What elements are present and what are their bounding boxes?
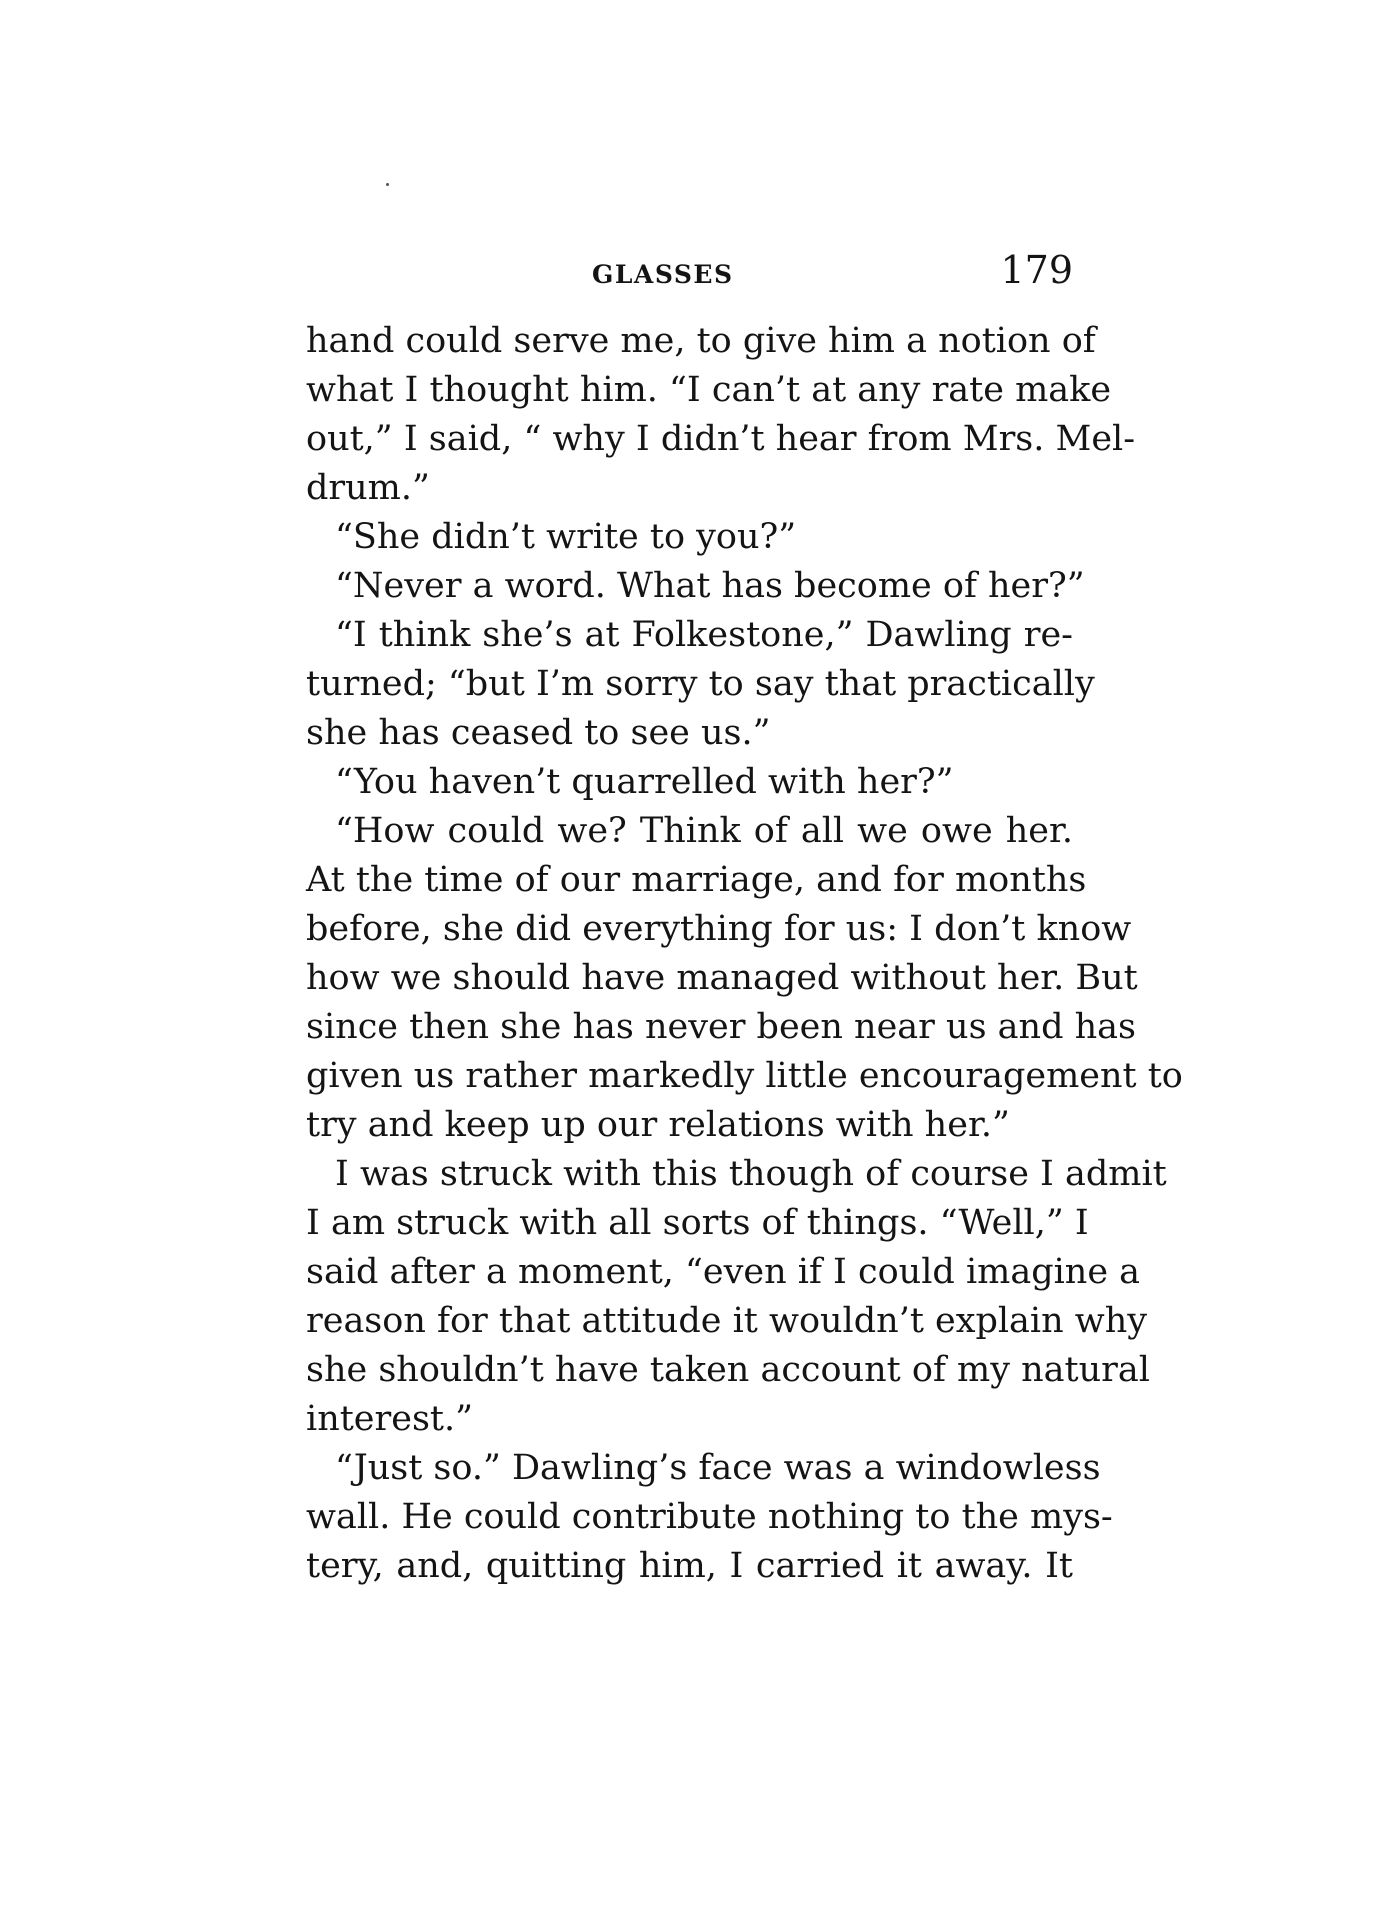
text-line: what I thought him. “I can’t at any rate make: [306, 370, 1112, 410]
text-line: hand could serve me, to give him a notion of: [306, 321, 1096, 361]
text-line: try and keep up our relations with her.”: [306, 1105, 1010, 1145]
body-text: [306, 317, 1183, 1591]
text-line: reason for that attitude it wouldn’t explain why: [306, 1301, 1148, 1341]
text-line: I am struck with all sorts of things. “Well,” I: [306, 1203, 1089, 1243]
text-line: “How could we? Think of all we owe her.: [335, 811, 1073, 851]
text-line: “She didn’t write to you?”: [335, 517, 797, 557]
text-line: said after a moment, “even if I could imagine a: [306, 1252, 1141, 1292]
running-title: GLASSES: [592, 260, 734, 289]
text-line: she has ceased to see us.”: [306, 713, 771, 753]
text-line: out,” I said, “ why I didn’t hear from Mrs. Mel-: [306, 419, 1136, 459]
text-line: given us rather markedly little encouragement to: [306, 1056, 1183, 1096]
text-line: “Never a word. What has become of her?”: [335, 566, 1085, 606]
text-line: I was struck with this though of course I admit: [335, 1154, 1167, 1194]
text-line: “You haven’t quarrelled with her?”: [335, 762, 954, 802]
text-line: wall. He could contribute nothing to the mys-: [306, 1497, 1113, 1537]
text-line: she shouldn’t have taken account of my natural: [306, 1350, 1150, 1390]
text-line: since then she has never been near us and has: [306, 1007, 1136, 1047]
running-head: [306, 246, 1073, 296]
text-line: turned; “but I’m sorry to say that practically: [306, 664, 1095, 704]
text-line: drum.”: [306, 468, 430, 508]
text-line: how we should have managed without her. But: [306, 958, 1138, 998]
text-line: before, she did everything for us: I don’t know: [306, 909, 1132, 949]
text-line: “Just so.” Dawling’s face was a windowless: [335, 1448, 1101, 1488]
page-number: 179: [1000, 248, 1073, 292]
text-line: interest.”: [306, 1399, 474, 1439]
text-line: At the time of our marriage, and for months: [306, 860, 1087, 900]
text-line: tery, and, quitting him, I carried it away. It: [306, 1546, 1073, 1586]
text-line: “I think she’s at Folkestone,” Dawling re-: [335, 615, 1073, 655]
print-speck: [386, 183, 389, 186]
